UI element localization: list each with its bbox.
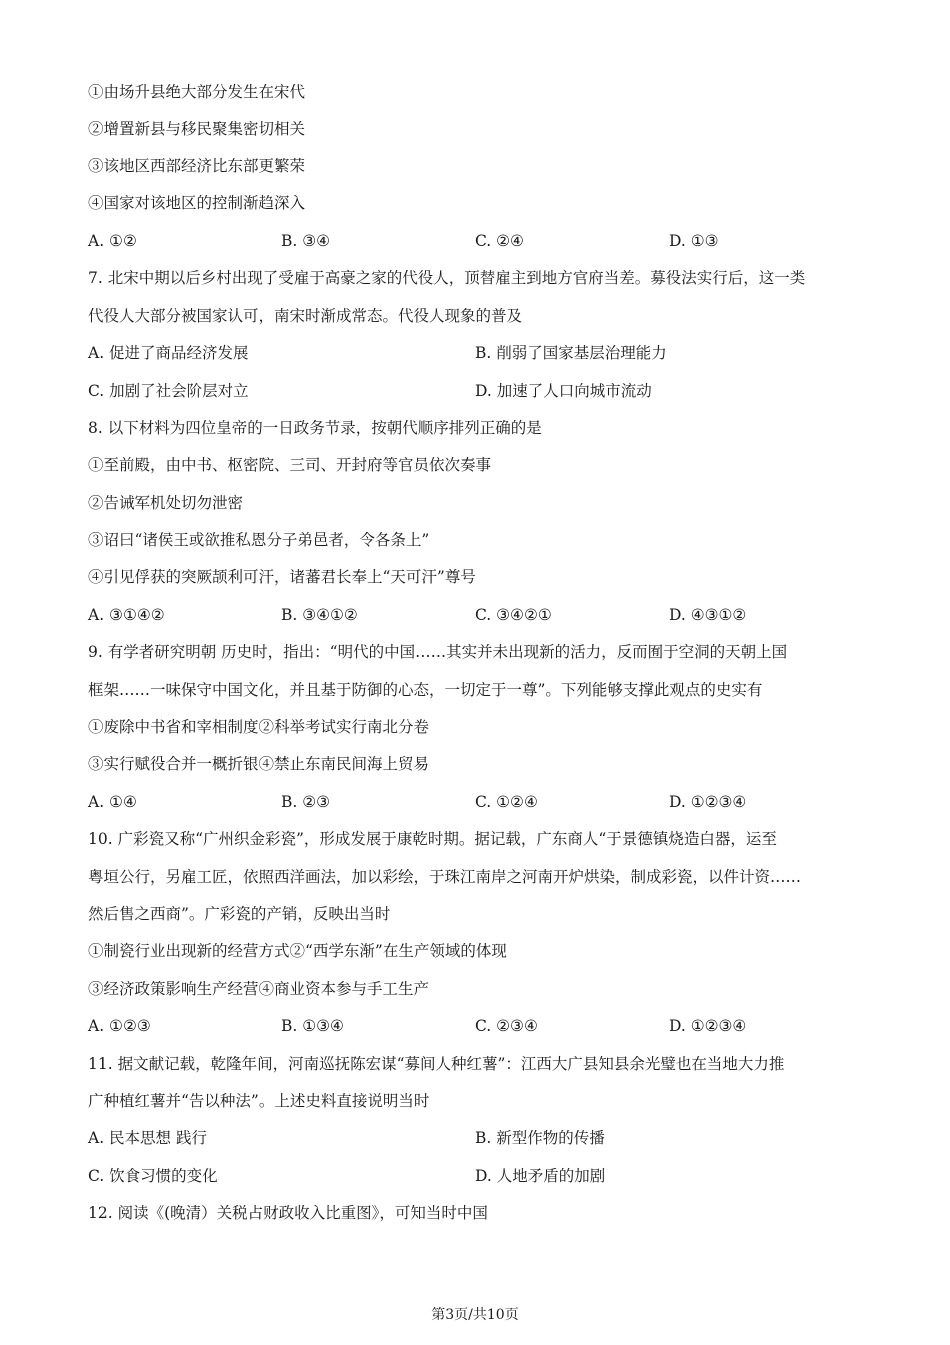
statement-line: ④引见俘获的突厥颉利可汗，诸蕃君长奉上“天可汗”尊号 [88, 568, 476, 586]
option-b: B. ②③ [281, 793, 331, 811]
statement-line: ③经济政策影响生产经营④商业资本参与手工生产 [88, 980, 430, 998]
statement-line: ①废除中书省和宰相制度②科举考试实行南北分卷 [88, 718, 430, 736]
question-stem: 10. 广彩瓷又称“广州织金彩瓷”，形成发展于康乾时期。据记载，广东商人“于景德镇烧造白器，运至 [88, 830, 777, 848]
statement-line: ④国家对该地区的控制渐趋深入 [88, 194, 306, 212]
statement-line: ③诏曰“诸侯王或欲推私恩分子弟邑者，令各条上” [88, 531, 430, 549]
option-a: A. 民本思想 践行 [88, 1129, 207, 1147]
option-c: C. ①②④ [475, 793, 538, 811]
option-c: C. ③④②① [475, 606, 552, 624]
option-a: A. ①② [88, 232, 137, 250]
question-stem: 广种植红薯并“告以种法”。上述史料直接说明当时 [88, 1092, 430, 1110]
option-d: D. 加速了人口向城市流动 [475, 382, 652, 400]
option-c: C. ②④ [475, 232, 524, 250]
question-stem: 9. 有学者研究明朝 历史时，指出：“明代的中国……其实并未出现新的活力，反而囿于空洞的天朝上国 [88, 643, 788, 661]
statement-line: ②增置新县与移民聚集密切相关 [88, 120, 306, 138]
question-stem: 8. 以下材料为四位皇帝的一日政务节录，按朝代顺序排列正确的是 [88, 419, 542, 437]
question-stem: 然后售之西商”。广彩瓷的产销，反映出当时 [88, 905, 391, 923]
statement-line: ①由场升县绝大部分发生在宋代 [88, 83, 306, 101]
statement-line: ③该地区西部经济比东部更繁荣 [88, 157, 306, 175]
statement-line: ③实行赋役合并一概折银④禁止东南民间海上贸易 [88, 755, 430, 773]
option-b: B. 削弱了国家基层治理能力 [475, 344, 667, 362]
statement-line: ①制瓷行业出现新的经营方式②“西学东渐”在生产领域的体现 [88, 942, 507, 960]
option-b: B. ①③④ [281, 1017, 344, 1035]
question-stem: 粤垣公行，另雇工匠，依照西洋画法，加以彩绘，于珠江南岸之河南开炉烘染，制成彩瓷，以件计资…… [88, 868, 802, 886]
option-b: B. ③④①② [281, 606, 358, 624]
option-a: A. ①④ [88, 793, 137, 811]
option-d: D. ④③①② [669, 606, 747, 624]
page-number: 第3页/共10页 [431, 1307, 519, 1323]
question-stem: 11. 据文献记载，乾隆年间，河南巡抚陈宏谋“募间人种红薯”：江西大广县知县余光璧也在当地大力推 [88, 1055, 785, 1073]
option-c: C. 加剧了社会阶层对立 [88, 382, 249, 400]
option-a: A. 促进了商品经济发展 [88, 344, 249, 362]
statement-line: ①至前殿，由中书、枢密院、三司、开封府等官员依次奏事 [88, 456, 492, 474]
option-d: D. ①②③④ [669, 1017, 747, 1035]
question-stem: 代役人大部分被国家认可，南宋时渐成常态。代役人现象的普及 [88, 307, 523, 325]
option-a: A. ①②③ [88, 1017, 151, 1035]
option-b: B. ③④ [281, 232, 331, 250]
option-d: D. 人地矛盾的加剧 [475, 1167, 606, 1185]
option-c: C. ②③④ [475, 1017, 538, 1035]
question-stem: 7. 北宋中期以后乡村出现了受雇于高豪之家的代役人，顶替雇主到地方官府当差。募役法实行后，这一类 [88, 269, 806, 287]
option-d: D. ①②③④ [669, 793, 747, 811]
statement-line: ②告诫军机处切勿泄密 [88, 494, 244, 512]
option-d: D. ①③ [669, 232, 719, 250]
question-stem: 框架……一味保守中国文化，并且基于防御的心态，一切定于一尊”。下列能够支撑此观点的史实有 [88, 681, 763, 699]
option-a: A. ③①④② [88, 606, 165, 624]
option-b: B. 新型作物的传播 [475, 1129, 605, 1147]
question-stem: 12. 阅读《(晚清）关税占财政收入比重图》，可知当时中国 [88, 1204, 488, 1222]
option-c: C. 饮食习惯的变化 [88, 1167, 218, 1185]
